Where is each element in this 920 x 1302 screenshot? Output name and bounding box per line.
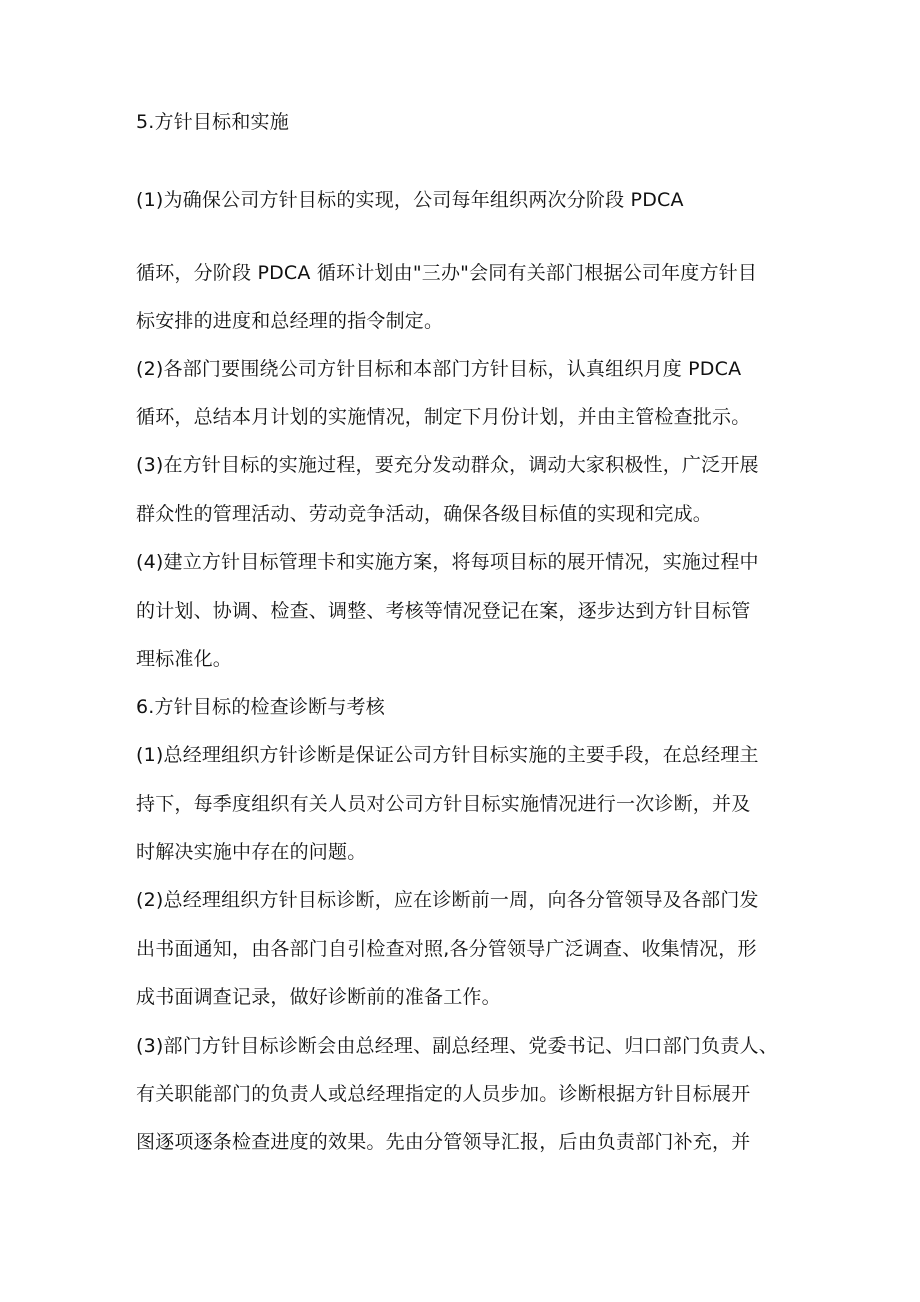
paragraph-line: 出书面通知，由各部门自引检查对照,各分管领导广泛调查、收集情况，形 [136, 938, 757, 960]
paragraph-line: 循环，总结本月计划的实施情况，制定下月份计划，并由主管检查批示。 [136, 406, 751, 428]
paragraph-line: 持下，每季度组织有关人员对公司方针目标实施情况进行一次诊断，并及 [136, 793, 751, 815]
paragraph-line: 理标准化。 [136, 648, 233, 670]
paragraph-line: (2)各部门要围绕公司方针目标和本部门方针目标，认真组织月度 PDCA [136, 358, 742, 380]
paragraph-line: (2)总经理组织方针目标诊断，应在诊断前一周，向各分管领导及各部门发 [136, 889, 759, 911]
paragraph-line: 时解决实施中存在的问题。 [136, 841, 367, 863]
paragraph-line: (1)为确保公司方针目标的实现，公司每年组织两次分阶段 PDCA [136, 189, 684, 211]
paragraph-line: 图逐项逐条检查进度的效果。先由分管领导汇报，后由负责部门补充，并 [136, 1131, 751, 1153]
paragraph-line: 的计划、协调、检查、调整、考核等情况登记在案，逐步达到方针目标管 [136, 600, 751, 622]
section-heading-5: 5.方针目标和实施 [136, 111, 289, 133]
paragraph-line: (1)总经理组织方针诊断是保证公司方针目标实施的主要手段，在总经理主 [136, 744, 759, 766]
section-heading-6: 6.方针目标的检查诊断与考核 [136, 696, 385, 718]
paragraph-line: 循环，分阶段 PDCA 循环计划由"三办"会同有关部门根据公司年度方针目 [136, 262, 758, 284]
paragraph-line: 标安排的进度和总经理的指令制定。 [136, 310, 444, 332]
paragraph-line: (3)在方针目标的实施过程，要充分发动群众，调动大家积极性，广泛开展 [136, 454, 759, 476]
paragraph-line: 成书面调查记录，做好诊断前的准备工作。 [136, 986, 501, 1008]
paragraph-line: (3)部门方针目标诊断会由总经理、副总经理、党委书记、归口部门负责人、 [136, 1035, 778, 1057]
paragraph-line: 有关职能部门的负责人或总经理指定的人员步加。诊断根据方针目标展开 [136, 1083, 751, 1105]
paragraph-line: 群众性的管理活动、劳动竞争活动，确保各级目标值的实现和完成。 [136, 503, 713, 525]
paragraph-line: (4)建立方针目标管理卡和实施方案，将每项目标的展开情况，实施过程中 [136, 551, 759, 573]
